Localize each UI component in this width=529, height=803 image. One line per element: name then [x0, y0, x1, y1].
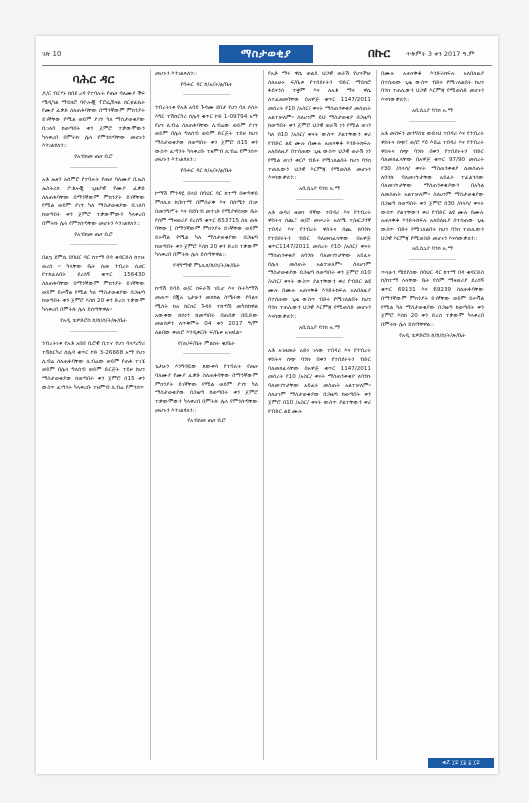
column-divider	[263, 70, 264, 760]
notice-text: አቶ አገዘመራ አድነ ገላው ተበዳሪ እና የንብረት ዋስትና ሰጭ ባንኩ በቀን የተበደሩትን ብድር ባለመክፈላቸው በአዋጅ ቁጥር 1147/2011 መሰረት የ10 /አስር/ ቀናት ማስጠንቀቂያ ለባንኩ ባለመገኘታቸው አይፈሩ መስጠት አልተቻለም፡፡ ስለሆነም ማስታወቂያው በጋዜጣ ከወጣበት ቀን ጀምሮ በ10 /አስር/ ቀናት ውስጥ ያልተቸውን ቀሪ የብድር ልዩ ሙሉ	[268, 348, 371, 416]
column-divider	[376, 70, 377, 760]
notice-text: ዶ/ር ብርሃኑ ከበደ ረዳ የተባሉት የጤና ባለሙያ ችፍ ሜዲካል ማይክሮ ባዮሎጂ ፕሮፌሽናል ሰርቲፊኬት የሙያ ፈቃድ ስለጠፋባቸው በማንኛውም ምክንያት ይገኛቸው የሚል ወይም ያገኘ ካለ ማስታወቂያው ቢገለባ ከወጣበት ቀን ጀምሮ ተቃውሞውን ካላቀረበ በምትኩ ሌላ የምንሰጣቸው መሆኑን እንገልፃለን::	[42, 91, 145, 150]
footer-badge: ቁሯ ፲፰ ፲፯ ፯ ፲፰	[428, 758, 494, 768]
notice-separator: -------------------------------	[182, 351, 231, 358]
notice-issuer: የባሕር ዳር ከ/አ/ት/ፅ/ቤት	[180, 81, 233, 88]
notice-text: ጥላሁን ሜሂየስው በባህር ዳር ከተማ በዳ ቂዳርድስ ከ/ከተማ ላላቸው ቤት የሰም ማዛወሪያ ደረሰኝ ቁጥር 69131 እና 69239 ስለጠፋባቸው በማንኛውም ምክንያት ይገኛቸው ወይም ይሠቫል የሚል ካለ ማስታወቂያው በጋዜጣ ከወጣበት ቀን ጀምሮ እስከ 20 ቀን ድረስ ተቃውሞ ካላቀረበ በምትኩ ሌላ ይሰጣቸዋል::	[381, 269, 484, 328]
notice-issuer: የ/ጠ/ፍ/ቤት ምልክት ቁ/ቤት	[178, 340, 235, 347]
column-3	[268, 70, 371, 758]
column-2	[155, 70, 258, 758]
page-header	[36, 36, 498, 66]
notice-separator: -------------------------------	[182, 92, 231, 99]
notice-issuer: አቢሲኒያ ባንክ አ.ማ	[411, 246, 454, 253]
column-1	[42, 70, 145, 758]
notice-issuer: የአብክመ ጤና ቢሮ	[74, 153, 113, 160]
notice-text: በልኳ ደምሴ በባህር ዳር ከተማ በዳ ቂዳርድስ ከተዙ ወረሰ ፡፡ ካላቸው ቤት ስመ ንብረት ሲፀር የተከፈለበት ደረሰኝ ቁጥር 156430 ስለጠፋባቸው በማንኛውም ምክንያት ይገኛቸው ወይም ይሠቫል የሚል ካለ ማስታወቂያው በጋዜጣ ከወጣበት ቀን ጀምሮ እስከ 20 ቀን ድረስ ተቃውሞ ካላቀረበ በምትኩ ሌላ ይሰጣቸዋል።	[42, 254, 145, 314]
notice-text: አቶ መስፍን መንግስቴ ውድነህ ተበዳሪ እና የንብረት ዋስትና ሰጭ፣ ወ/ሮ ሃይ እሸሬ ተበዳሪ እና የንብረት ዋስትና ሰጭ ባንኩ በቀን የተበደሩትን ብድር ባለመክፈላቸው በአዋጅ ቁጥር 97/90 መሰረት የ30 /ሰላሳ/ ቀናት ማስጠንቀቂያ ለመስጠት ለባንኩ ባለመገኘታቸው አይፈሩ ተፈልጎሳው ባለመገኘታቸው ማስጠንቀቂያውን በአካል ለመስጠት አልተቻለም፡፡ ስለሆነም ማስታወቂያው በጋዜጣ ከወጣበት ቀን ጀምሮ በ30 /ሰላሳ/ ቀናት ውስጥ ያልተቸውን ቀሪ የብድር ልዩ ሙሉ በሙሉ አጠናቅቆ እንድትከፍሉ አለበለዚያ በተሰጠው ጊዜ ውስጥ ብድሩ የሚገለልበት ከሆነ ባንክ ተጠሊውን ህጋዊ እርምጃ የሚወስድ መሆኑን እናሳውቃለን::	[381, 131, 484, 242]
newspaper-name: በኩር	[368, 46, 391, 60]
notice-separator: -------------------------------	[295, 335, 344, 342]
issue-date: ጥቅምት 3 ቀን 2017 ዓ.ም	[406, 50, 475, 58]
section-banner: ማስታወቂያ	[219, 45, 313, 63]
notice-text: ከጣሽ ይባይ ወ/ር ስፍራሽ ገቢሆ እና ቡትካማሽ መጠጥ ደጂአ ጊታሁን መክከል ስሜሩው የባልና ሚስት ከአ ከርክር ጉዳይ ተከጣሽ መካሰከዋል አውቀው ከሰነን ከመጣበት በጠበቃ በቢድው መልሰዎን ለጥቅምት 04 ቀን 2017 ዓ/ም ለልበው ቀጠሮ እንዲቀርቡ ፍ/ቤቱ አዝዟል፡፡	[155, 286, 258, 336]
notice-issuer: አቢሲኒያ ባንክ አ.ማ	[298, 186, 341, 193]
header-divider	[42, 65, 492, 66]
notice-text: አቶ ኤዞን አሰምሮ የተባሉት የጤና ባለሙያ ቢኤስ ኤስትሪክ ፖቶሎጂ ጊዜያዊ የሙያ ፈቃድ ስለጠፋባቸው በማንኛውም ምክንያት ይገኛቸው የሚል ወይም ያገኘ ካለ ማስታወቂያው ቢገለባ ከወጣበት ቀን ጀምሮ ተቃውሞውን ካላቀረበ በምትኩ ሌላ የምንሰጣቸው መሆኑን እንገልፃለን::	[42, 177, 145, 227]
notice-separator: -------------------------------	[182, 178, 231, 185]
notice-text: መሆኑን እንገልጻለን::	[155, 71, 197, 77]
page-number: ገጽ 10	[42, 50, 62, 58]
column-title: ባሕር ዳር	[72, 72, 115, 86]
notice-issuer: የአብክመ ጤና ቢሮ	[74, 231, 113, 238]
notice-text: ኮማሽ ምንዳዬ በላይ በባህር ዳር ከተማ በቀጣዋይ ምክሊክ ከ/ከተማ በምስራቅ እና በሰሜን በገጾ በመንግሥት እና በደቡብ መንገድ የሚያዋስነው ቤት የሰም ማዛወሪያ ደረሰኝ ቁጥር 653715 ስለ ጠፋ ባቸው [ በማንኛውም ምክንያት ይገኛቸው ወይም ይሠቫል የሚል ካለ ማስታወቂያው በጋዜጣ ከወጣበት ቀን ጀምሮ እስከ 20 ቀን ድረስ ተቃውሞ ካላቀረበ በምትኩ ሌላ ይሰጣቸዋል::	[155, 191, 258, 259]
column-divider	[150, 70, 151, 760]
notice-separator: -------------------------------	[69, 164, 118, 171]
notice-issuer: አቢሲኒያ ባንክ አ.ማ	[298, 324, 341, 331]
notice-text: ጌታሁን እንግዳዬው ጸውቀሳ የተባሉት የጤና ባለሙያ የሙያ ፈቃድ ስለጠፋባቸው በማንኛውም ምክንያት ይገኛቸው የሚል ወይም ያገኘ ካለ ማስታወቂያው በጋዜጣ ከወጣበት ቀን ጀምሮ ተቃውሞውን ካላቀረበ በምትኩ ሌላ የምንሰጣቸው መሆኑን እንገልፃለን::	[155, 364, 258, 414]
notice-issuer: የባሕር ዳር ከ/አ/ት/ፅ/ቤት	[180, 168, 233, 175]
notice-text: ንብረትነቱ የአቶ አባይ ጉዳሙ ደበታ የሆነ ባለ ሶስት እግር ተሽከርካሪ ሰሌዳ ቁጥር ኮድ 1-09794 አማ የሆነ ሊብሬ ስለጠፋባቸው ሊብሬው ወይም ያገኘ ወይም በሌላ ግለሰብ ወይም ድርጅት ተይዞ ከሆነ ማስታወቂያው ከወጣበት ቀን ጀምሮ በ15 ቀን ውስጥ ፈጣንት ካላቀረቡ ተዘምብ ሊብሬ የምንሰጥ መሆኑን እንገልፃለን::	[155, 105, 258, 164]
notice-text: በሙሉ አጠናቅቆ እንድትከፍሉ አለበለዚያ በተሰጠው ጊዜ ውስጥ ብድሩ የሚገለልበት ከሆነ ባንክ ተጠሊውን ህጋዊ እርምጃ የሚወስድ መሆኑን እናሳውቃለን::	[381, 71, 484, 104]
notice-issuer: የዳግማዊ ምኒሊክ/ከ/ሰ/ት/ጽ/ቤት	[173, 263, 240, 270]
notice-issuer: የአዲ ቴዎድሮስ ከ/ከ/ሰ/ት/ጽ/ቤት	[60, 317, 127, 324]
notice-issuer: አቢሲኒያ ባንክ አ.ማ	[411, 107, 454, 114]
notice-issuer: የአዲ ቴዎድሮስ ከ/ከ/ሰ/ት/ጽ/ቤት	[399, 332, 466, 339]
column-4	[381, 70, 484, 758]
notice-text: የአቶ ማሩ ዋሴ ወልዴ ህጋዊ ወራሽ የሆናችሁ ስለአሁኑ ፍ/ቤቱ የተበደሩትን ብድር ማይክሮ ፋይናንስ ተቋም እና ለአቶ ማሩ ዋሴ ለተፈፀመባቸው በአዋጅ ቁጥር 1147/2011 መሰረት የ10 /አስር/ ቀናት ማስጠንቀቂያ መስጠት አልተቻለም፡፡ ስለሆነም ይህ ማስታወቂያ በጋዜጣ ከወጣበት ቀን ጀምሮ ህጋዊ ወራሽ ነን የሚል ወገን ካለ በ10 /አስር/ ቀናት ውስጥ ያልተቸውን ቀሪ የብድር ልዩ ሙሉ በሙሉ አጠናቅቆ እንድትከፍሉ አለበለዚያ በተሰጠው ጊዜ ውስጥ ህጋዊ ወራሽ ነን የሚል ወገን ቀርቦ ብድሩ የሚገለልበት ከሆነ ባንክ ተጠሊውን ህጋዊ እርምጃ የሚወስድ መሆኑን እናሳውቃለን::	[268, 71, 371, 182]
notice-separator: -------------------------------	[408, 118, 457, 125]
notice-separator: -------------------------------	[295, 196, 344, 203]
notice-separator: -------------------------------	[408, 257, 457, 264]
notice-issuer: የአብክመ ጤና ቢሮ	[187, 418, 226, 425]
notice-text: ንብረትነቱ የአቶ አበበ ቢሮዊ ቢተኖ የሆነ ባላሃረግሪ ተሽከርካሪ ሰሌዳ ቁጥር ኮድ 3-26668 አማ የሆነ ሊብሬ ስለጠፋባቸው ሊብሬው ወይም የጠፋ ተገኜ ወይም በሌላ ግለሰብ ወይም ድርጅት ተይዞ ከሆነ ማስታወቂያው ከወጣበት ቀን ጀምሮ በ15 ቀን ውስጥ ፈጣንት ካላቀረቡ ተዘምብ ሊብሬ የምንሰጥ	[42, 341, 145, 391]
notice-separator: -------------------------------	[69, 328, 118, 335]
newspaper-page	[36, 36, 498, 774]
notice-text: አቶ ወዳሪ ዘመነ ዳኛው ተበዳሪ እና የንብረት ዋስትና ሰጪ፣ ወ/ሮ መሠረት አለሜ ተ/ዘርጋንኛ ተበዳሪ እና የንብረት ዋስትና ሰጪ ከባንኩ የተበደሩትን ብድር ባለመክፈላቸው በአዋጅ ቁጥር1147/2011 መሰረት የ10 /አስር/ ቀናት ማስጠንቀቂያ ለባንኩ ባለመገኘታቸው አይፈሩ በሌላ መስጠት አልተቻለም፡፡ ስለሆነም ማስታወቂያው በጋዜጣ ከወጣበት ቀን ጀምሮ በ10 /አስር/ ቀናት ውስጥ ያልተቸውን ቀሪ የብድር ልዩ ሙሉ በሙሉ አጠናቅቆ እንድትከፍሉ አለበለዚያ በተሰጠው ጊዜ ውስጥ ብድሩ የሚገለልበት ከሆነ ባንክ ተጠሊውን ህጋዊ እርምጃ የሚወስድ መሆኑን እናሳውቃለን::	[268, 209, 371, 320]
notice-separator: -------------------------------	[182, 273, 231, 280]
notice-separator: -------------------------------	[69, 242, 118, 249]
